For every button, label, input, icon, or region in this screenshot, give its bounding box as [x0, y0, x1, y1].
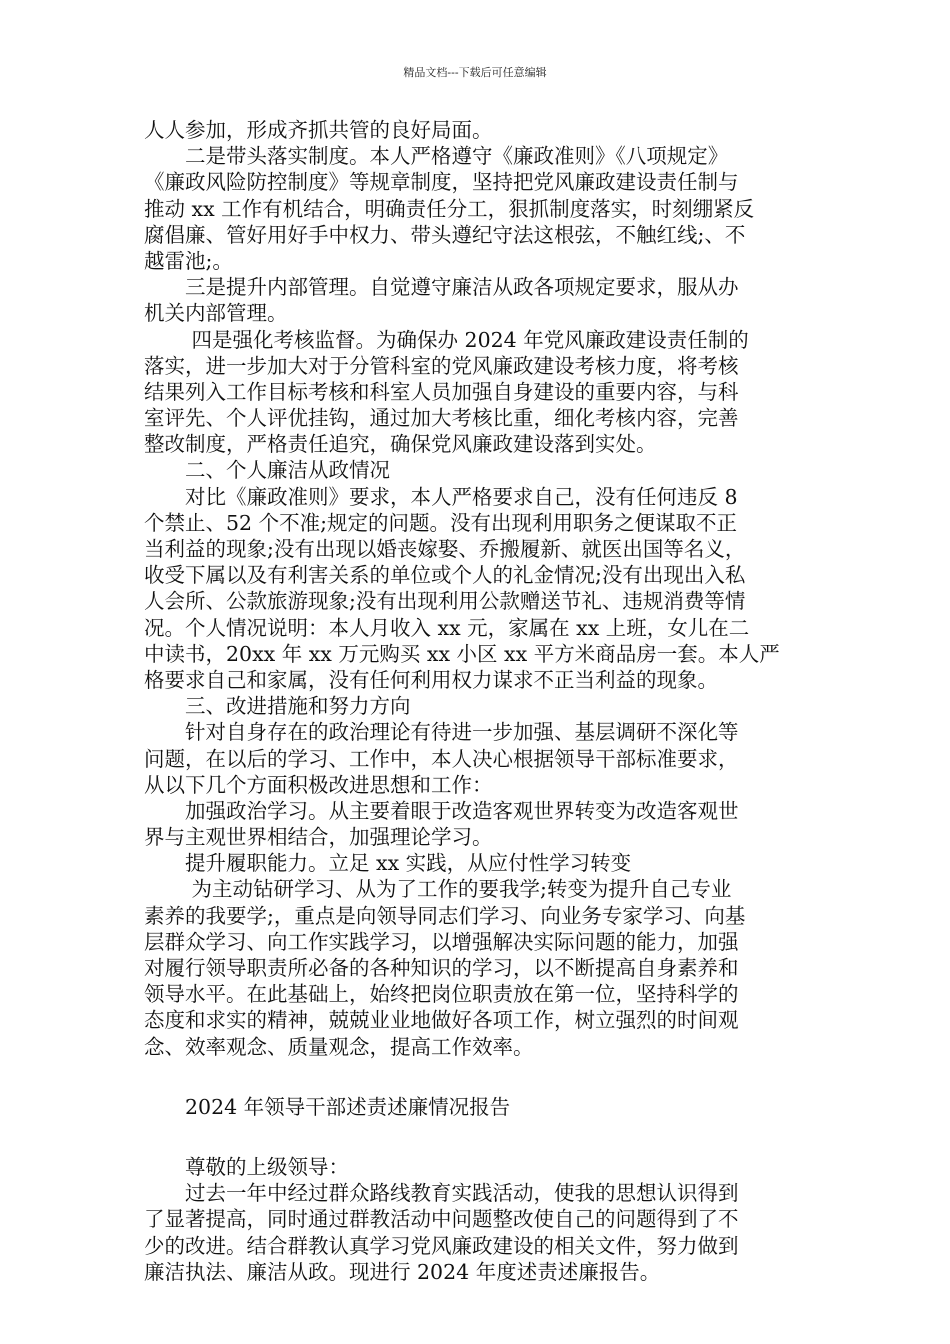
text-line: 从以下几个方面积极改进思想和工作：: [144, 772, 493, 797]
text-line: 过去一年中经过群众路线教育实践活动，使我的思想认识得到: [144, 1181, 739, 1206]
text-line: 当利益的现象;没有出现以婚丧嫁娶、乔搬履新、就医出国等名义，: [144, 537, 746, 561]
text-line: 少的改进。结合群教认真学习党风廉政建设的相关文件，努力做到: [144, 1233, 739, 1258]
text-line: 三、改进措施和努力方向: [144, 694, 411, 719]
text-line: 提升履职能力。立足 xx 实践，从应付性学习转变: [144, 851, 632, 876]
text-line: 室评先、个人评优挂钩，通过加大考核比重，细化考核内容，完善: [144, 406, 739, 431]
text-line: 机关内部管理。: [144, 301, 288, 326]
report-opening: [144, 1180, 814, 1285]
text-line: 念、效率观念、质量观念，提高工作效率。: [144, 1034, 534, 1059]
text-line: 人人参加，形成齐抓共管的良好局面。: [144, 118, 493, 142]
text-line: 对比《廉政准则》要求，本人严格要求自己，没有任何违反 8: [144, 484, 738, 509]
text-line: 四是强化考核监督。为确保办 2024 年党风廉政建设责任制的: [144, 327, 749, 352]
text-line: 领导水平。在此基础上，始终把岗位职责放在第一位，坚持科学的: [144, 982, 739, 1007]
text-line: 界与主观世界相结合，加强理论学习。: [144, 825, 493, 850]
text-line: 廉洁执法、廉洁从政。现进行 2024 年度述责述廉报告。: [144, 1259, 661, 1284]
spacer: [144, 1120, 814, 1154]
text-line: 《廉政风险防控制度》等规章制度，坚持把党风廉政建设责任制与: [144, 170, 739, 195]
text-line: 针对自身存在的政治理论有待进一步加强、基层调研不深化等: [144, 720, 739, 745]
text-line: 三是提升内部管理。自觉遵守廉洁从政各项规定要求，服从办: [144, 275, 739, 300]
text-line: 结果列入工作目标考核和科室人员加强自身建设的重要内容，与科: [144, 379, 739, 404]
text-line: 推动 xx 工作有机结合，明确责任分工，狠抓制度落实，时刻绷紧反: [144, 196, 755, 221]
text-line: 对履行领导职责所必备的各种知识的学习，以不断提高自身素养和: [144, 956, 739, 980]
text-line: 态度和求实的精神，兢兢业业地做好各项工作，树立强烈的时间观: [144, 1008, 739, 1033]
text-line: 收受下属以及有利害关系的单位或个人的礼金情况;没有出现出入私: [144, 563, 746, 588]
text-line: 问题，在以后的学习、工作中，本人决心根据领导干部标准要求，: [144, 746, 739, 771]
text-line: 越雷池;。: [144, 248, 233, 273]
document-body: [144, 117, 814, 1285]
text-line: 落实，进一步加大对于分管科室的党风廉政建设考核力度，将考核: [144, 353, 739, 378]
text-line: 个禁止、52 个不准;规定的问题。没有出现利用职务之便谋取不正: [144, 510, 738, 535]
body-text: [144, 117, 814, 1060]
text-line: 为主动钻研学习、从为了工作的要我学;转变为提升自己专业: [144, 877, 732, 902]
page-header: 精品文档---下载后可任意编辑: [403, 66, 547, 79]
text-line: 素养的我要学;，重点是向领导同志们学习、向业务专家学习、向基: [144, 903, 746, 928]
text-line: 了显著提高，同时通过群教活动中问题整改使自己的问题得到了不: [144, 1207, 739, 1232]
text-line: 层群众学习、向工作实践学习，以增强解决实际问题的能力，加强: [144, 929, 739, 954]
text-line: 腐倡廉、管好用好手中权力、带头遵纪守法这根弦，不触红线;、不: [144, 222, 746, 247]
spacer: [144, 1060, 814, 1094]
text-line: 二、个人廉洁从政情况: [144, 458, 390, 483]
text-line: 二是带头落实制度。本人严格遵守《廉政准则》《八项规定》: [144, 144, 729, 169]
text-line: 人会所、公款旅游现象;没有出现利用公款赠送节礼、违规消费等情: [144, 589, 746, 614]
report-title: 2024 年领导干部述责述廉情况报告: [144, 1094, 511, 1119]
text-line: 格要求自己和家属，没有任何利用权力谋求不正当利益的现象。: [144, 667, 718, 692]
salutation: 尊敬的上级领导：: [144, 1154, 349, 1179]
text-line: 中读书，20xx 年 xx 万元购买 xx 小区 xx 平方米商品房一套。本人严: [144, 641, 780, 666]
text-line: 况。个人情况说明：本人月收入 xx 元，家属在 xx 上班，女儿在二: [144, 615, 750, 640]
text-line: 加强政治学习。从主要着眼于改造客观世界转变为改造客观世: [144, 798, 739, 823]
text-line: 整改制度，严格责任追究，确保党风廉政建设落到实处。: [144, 432, 657, 457]
